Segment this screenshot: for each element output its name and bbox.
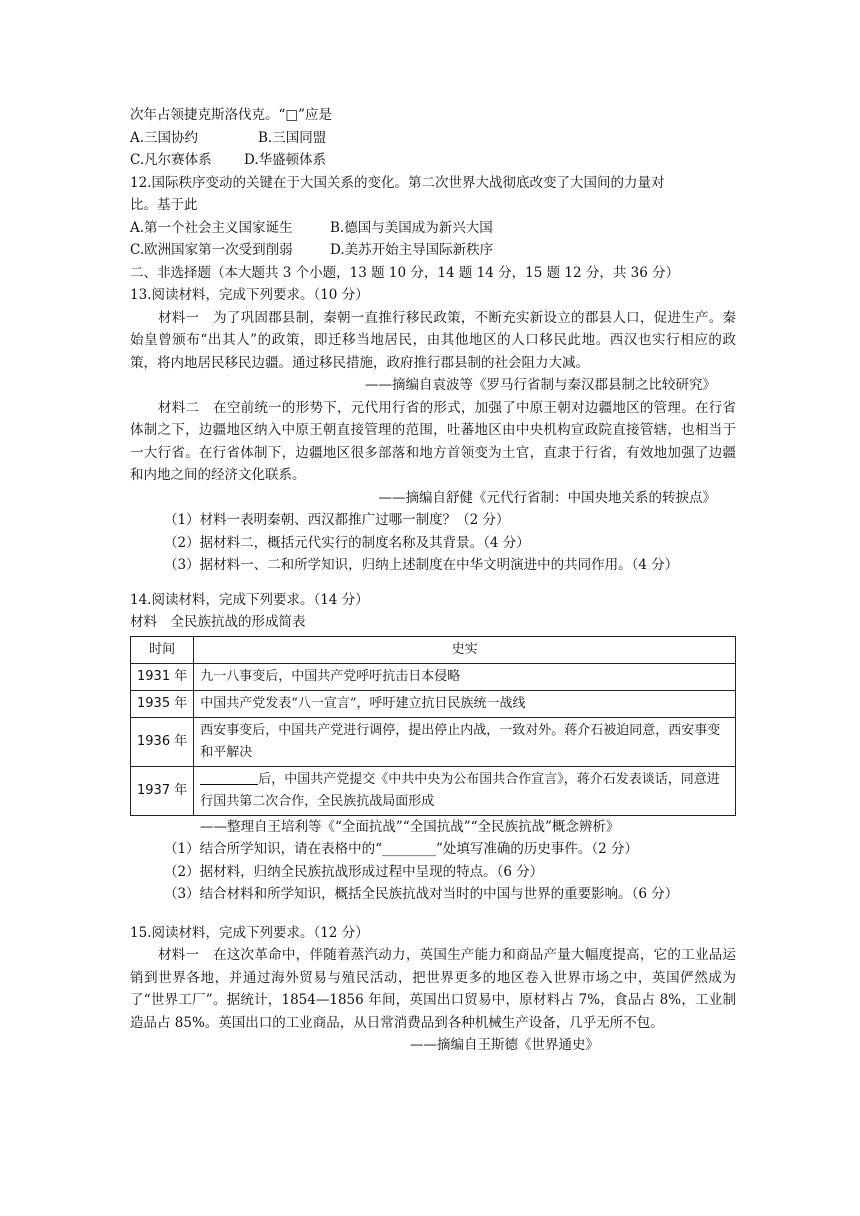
q13-title: 13.阅读材料，完成下列要求。（10 分）	[130, 287, 369, 303]
table-row	[131, 663, 736, 690]
q11-option-c: C.凡尔赛体系	[130, 152, 212, 168]
q11-option-b: B.三国同盟	[258, 129, 327, 146]
table-header-row	[131, 636, 736, 663]
q14-ask-2: （2）据材料，归纳全民族抗战形成过程中呈现的特点。（6 分）	[164, 863, 544, 880]
q15-material-1: 材料一 在这次革命中，伴随着蒸汽动力，英国生产能力和商品产量大幅度提高，它的工业品运销到世界各地，并通过海外贸易与殖民活动，把世界更多的地区卷入世界市场之中，英国俨然成为了“世界工厂”。据统计，1854—1856 年间，英国出口贸易中，原材料占 7%，食品占 8%，工业制造品占 85%。英国出口的工业商品，从日常消费品到各种机械生产设备，几乎无所不包。	[130, 947, 736, 1031]
q12-option-a: A.第一个社会主义国家诞生	[130, 219, 293, 236]
table-row	[131, 717, 736, 766]
q13-source-1: ——摘编自袁波等《罗马行省制与秦汉郡县制之比较研究》	[365, 377, 716, 393]
q12-option-b: B.德国与美国成为新兴大国	[330, 219, 493, 236]
q13-source-2: ——摘编自舒健《元代行省制：中国央地关系的转捩点》	[378, 489, 716, 506]
q14-ask-1: （1）结合所学知识，请在表格中的“________”处填写准确的历史事件。（2 分）	[164, 841, 639, 857]
q12-option-c: C.欧洲国家第一次受到削弱	[130, 242, 293, 258]
q14-ask-3: （3）结合材料和所学知识，概括全民族抗战对当时的中国与世界的重要影响。（6 分）	[164, 886, 679, 902]
exam-page	[130, 104, 736, 1057]
q12-stem-line1: 12.国际秩序变动的关键在于大国关系的变化。第二次世界大战彻底改变了大国间的力量对	[130, 174, 665, 191]
q14-table	[130, 636, 736, 816]
table-row	[131, 766, 736, 815]
q13-material-2: 材料二 在空前统一的形势下，元代用行省的形式，加强了中原王朝对边疆地区的管理。在行省体制之下，边疆地区纳入中原王朝直接管理的范围，吐蕃地区由中央机构宣政院直接管辖，也相当于一大行省。在行省体制下，边疆地区很多部落和地方首领变为土官，直隶于行省，有效地加强了边疆和内地之间的经济文化联系。	[130, 399, 736, 483]
table-cell-year: 1937 年	[131, 766, 194, 815]
q13-ask-3: （3）据材料一、二和所学知识，归纳上述制度在中华文明演进中的共同作用。（4 分）	[164, 557, 679, 573]
q14-source: ——整理自王培利等《“全面抗战”“全国抗战”“全民族抗战”概念辨析》	[200, 818, 620, 835]
q15-source-1: ——摘编自王斯德《世界通史》	[410, 1037, 599, 1053]
q14-material-label: 材料 全民族抗战的形成简表	[130, 614, 306, 630]
q11-options-row2	[130, 149, 736, 172]
q11-options-row1	[130, 127, 736, 150]
table-cell-fact-with-blank	[194, 766, 736, 815]
q13-ask-1: （1）材料一表明秦朝、西汉都推广过哪一制度？（2 分）	[164, 512, 510, 528]
q12-options-row1	[130, 217, 736, 240]
table-cell-fact: 九一八事变后，中国共产党呼吁抗击日本侵略	[194, 663, 736, 690]
q13-material-1: 材料一 为了巩固郡县制，秦朝一直推行移民政策，不断充实新设立的郡县人口，促进生产。秦始皇曾颁布“出其人”的政策，即迁移当地居民，由其他地区的人口移民此地。西汉也实行相应的政策，将内地居民移民边疆。通过移民措施，政府推行郡县制的社会阻力大减。	[130, 309, 736, 371]
q15-title: 15.阅读材料，完成下列要求。（12 分）	[130, 924, 369, 941]
q11-option-a: A.三国协约	[130, 129, 199, 146]
q12-options-row2	[130, 239, 736, 262]
table-header-fact: 史实	[194, 636, 736, 663]
q11-stem-tail: 次年占领捷克斯洛伐克。“□”应是	[130, 107, 333, 123]
table-cell-year: 1931 年	[131, 663, 194, 690]
section-heading: 二、非选择题（本大题共 3 个小题，13 题 10 分，14 题 14 分，15 题 12 分，共 36 分）	[130, 264, 680, 281]
answer-blank	[200, 770, 258, 785]
table-row	[131, 690, 736, 717]
q12-stem-line2: 比。基于此	[130, 197, 198, 213]
table-cell-year: 1936 年	[131, 717, 194, 766]
table-cell-fact: 西安事变后，中国共产党进行调停，提出停止内战，一致对外。蒋介石被迫同意，西安事变和平解决	[194, 717, 736, 766]
table-cell-year: 1935 年	[131, 690, 194, 717]
table-cell-fact: 中国共产党发表“八一宣言”，呼吁建立抗日民族统一战线	[194, 690, 736, 717]
table-cell-fact-text: 后，中国共产党提交《中共中央为公布国共合作宣言》，蒋介石发表谈话，同意进行国共第二次合作，全民族抗战局面形成	[200, 771, 720, 809]
q13-ask-2: （2）据材料二，概括元代实行的制度名称及其背景。（4 分）	[164, 534, 530, 551]
table-header-time: 时间	[131, 636, 194, 663]
q11-option-d: D.华盛顿体系	[244, 152, 327, 168]
q14-title: 14.阅读材料，完成下列要求。（14 分）	[130, 591, 369, 608]
q12-option-d: D.美苏开始主导国际新秩序	[330, 242, 494, 258]
